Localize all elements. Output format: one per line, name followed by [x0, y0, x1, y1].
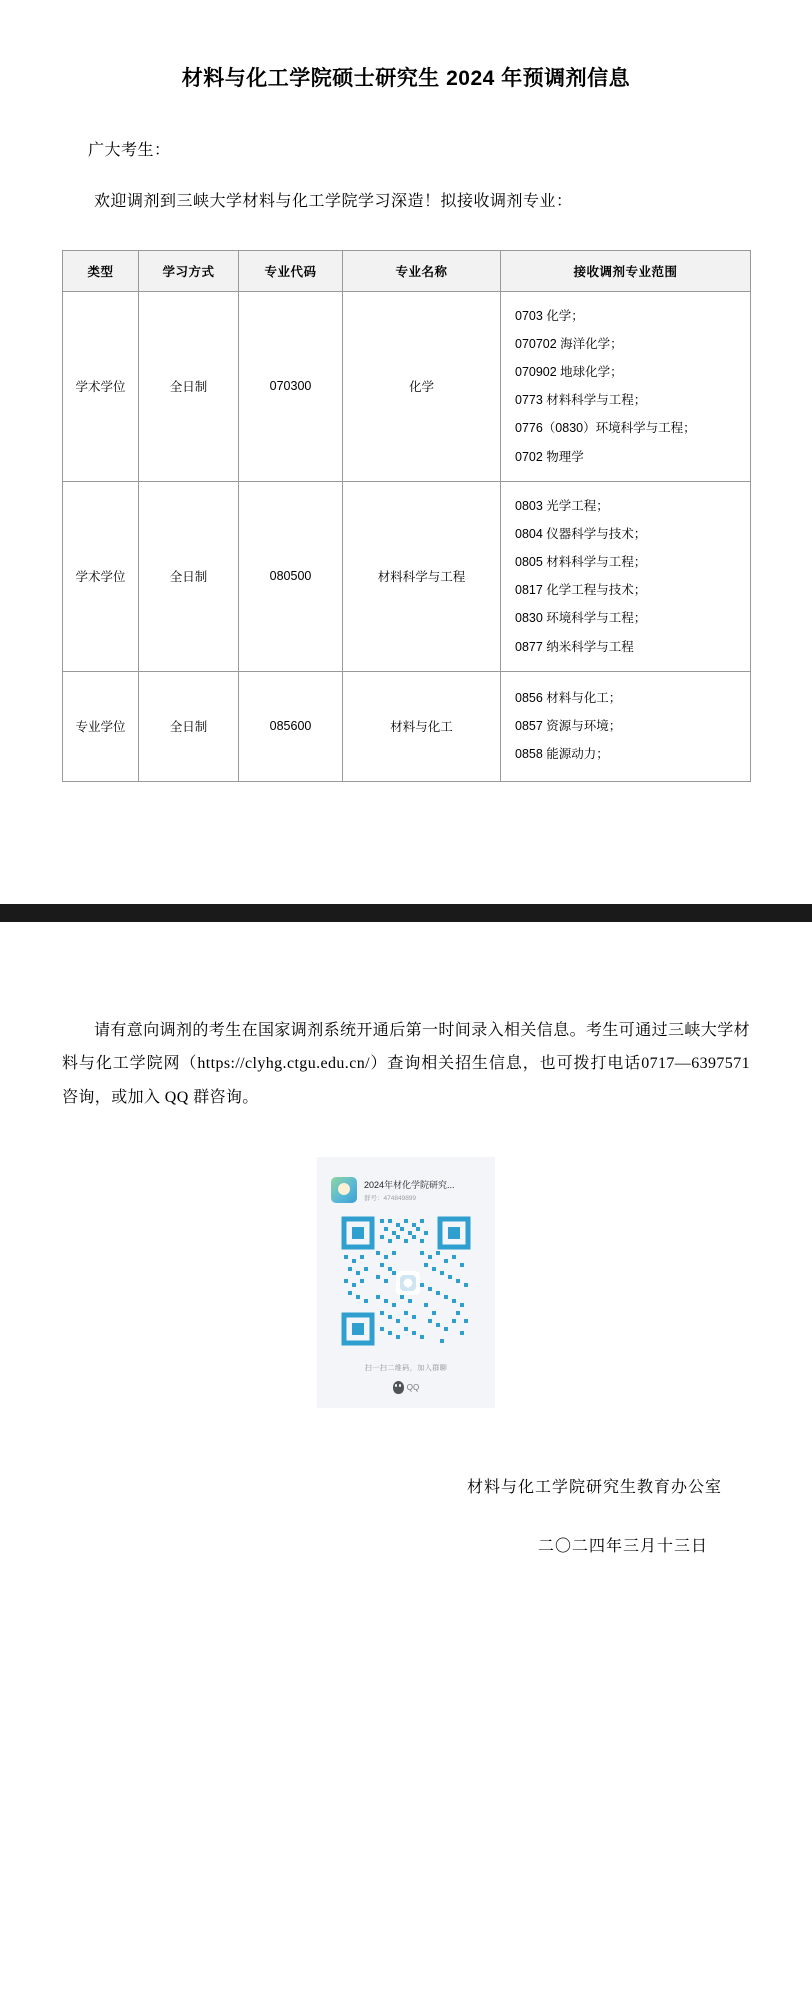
cell-scope	[501, 671, 751, 781]
cell-name: 化学	[343, 291, 501, 481]
cell-code: 085600	[239, 671, 343, 781]
scope-line: 070702 海洋化学；	[515, 337, 623, 352]
scope-line: 0858 能源动力；	[515, 747, 609, 762]
column-header-scope: 接收调剂专业范围	[501, 250, 751, 291]
document-page	[0, 62, 812, 2014]
column-header-code: 专业代码	[239, 250, 343, 291]
qq-group-card	[317, 1157, 495, 1408]
top-section	[0, 62, 812, 782]
scope-line: 070902 地球化学；	[515, 365, 623, 380]
column-header-type: 类型	[63, 250, 139, 291]
qq-group-number: 群号：474849899	[364, 1194, 417, 1202]
qq-group-header-text	[364, 1178, 455, 1202]
website-link[interactable]: https://clyhg.ctgu.edu.cn/	[197, 1055, 370, 1073]
cell-name: 材料科学与工程	[343, 481, 501, 671]
cell-scope	[501, 481, 751, 671]
qq-group-header	[329, 1173, 483, 1203]
scope-line: 0702 物理学	[515, 449, 584, 464]
bottom-section	[0, 1014, 812, 1596]
table-row	[63, 671, 751, 781]
page-divider	[0, 904, 812, 922]
qq-group-title: 2024年材化学院研究...	[364, 1179, 455, 1190]
scope-line: 0877 纳米科学与工程	[515, 639, 634, 654]
cell-code: 070300	[239, 291, 343, 481]
qq-brand-label: QQ	[406, 1382, 420, 1392]
group-avatar-icon	[331, 1177, 357, 1203]
salutation-text: 广大考生：	[88, 142, 171, 159]
scope-line: 0804 仪器科学与技术；	[515, 527, 647, 542]
closing-text-part2: ）查询相关招生信息，也可拨打电话0717—6397571 咨询，或加入 QQ 群咨询。	[62, 1055, 750, 1106]
table-header-row	[63, 250, 751, 291]
cell-mode: 全日制	[139, 291, 239, 481]
scope-line: 0817 化学工程与技术；	[515, 583, 647, 598]
cell-name: 材料与化工	[343, 671, 501, 781]
cell-code: 080500	[239, 481, 343, 671]
signature-office: 材料与化工学院研究生教育办公室	[466, 1478, 722, 1496]
closing-text-part1: 请有意向调剂的考生在国家调剂系统开通后第一时间录入相关信息。考生可通过三峡大学材料与化工学院网（	[62, 1021, 751, 1073]
cell-type: 学术学位	[63, 481, 139, 671]
qq-penguin-icon	[393, 1381, 404, 1394]
table-row	[63, 481, 751, 671]
cell-type: 学术学位	[63, 291, 139, 481]
cell-mode: 全日制	[139, 481, 239, 671]
signature-date: 二〇二四年三月十三日	[537, 1537, 708, 1555]
cell-mode: 全日制	[139, 671, 239, 781]
majors-table	[62, 250, 751, 782]
scope-line: 0805 材料科学与工程；	[515, 555, 647, 570]
qr-card-wrapper	[62, 1157, 750, 1408]
closing-paragraph	[62, 1014, 750, 1115]
scope-line: 0776（0830）环境科学与工程；	[515, 421, 696, 436]
qr-code-image	[340, 1215, 472, 1347]
scope-line: 0830 环境科学与工程；	[515, 611, 647, 626]
table-row	[63, 291, 751, 481]
column-header-mode: 学习方式	[139, 250, 239, 291]
scope-line: 0857 资源与环境；	[515, 719, 622, 734]
column-header-name: 专业名称	[343, 250, 501, 291]
cell-scope	[501, 291, 751, 481]
scope-line: 0773 材料科学与工程；	[515, 393, 647, 408]
qr-caption: 扫一扫二维码，加入群聊	[364, 1364, 448, 1372]
qq-brand	[393, 1381, 419, 1394]
page-title: 材料与化工学院硕士研究生 2024 年预调剂信息	[181, 67, 631, 90]
scope-line: 0703 化学；	[515, 308, 584, 323]
intro-paragraph: 欢迎调剂到三峡大学材料与化工学院学习深造！拟接收调剂专业：	[94, 193, 573, 210]
scope-line: 0856 材料与化工；	[515, 691, 622, 706]
scope-line: 0803 光学工程；	[515, 498, 609, 513]
cell-type: 专业学位	[63, 671, 139, 781]
